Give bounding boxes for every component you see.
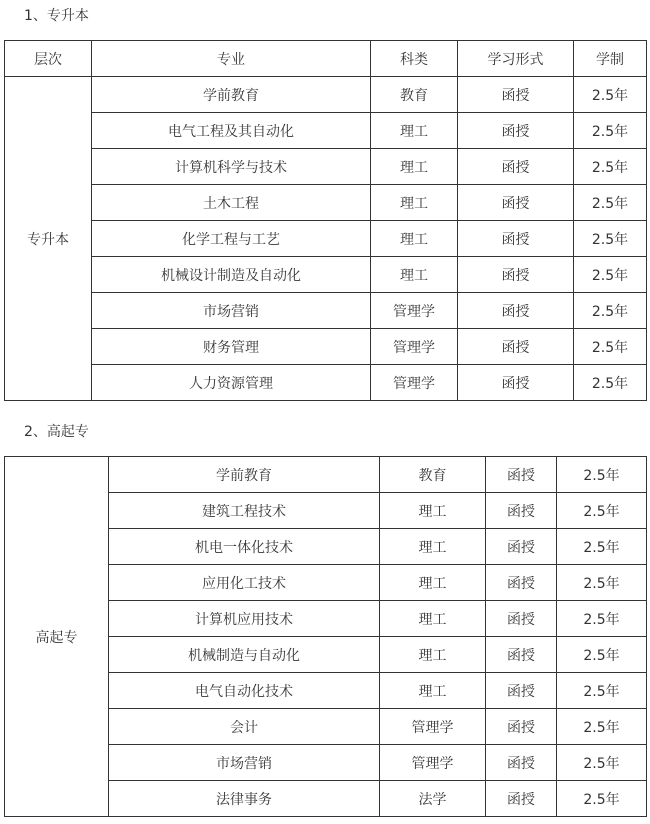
- duration-cell: 2.5年: [574, 77, 647, 113]
- level-cell: 专升本: [5, 77, 92, 401]
- study-form-cell: 函授: [486, 457, 557, 493]
- duration-cell: 2.5年: [557, 457, 647, 493]
- study-form-cell: 函授: [458, 113, 574, 149]
- duration-cell: 2.5年: [574, 329, 647, 365]
- duration-cell: 2.5年: [557, 565, 647, 601]
- study-form-cell: 函授: [486, 709, 557, 745]
- study-form-cell: 函授: [458, 365, 574, 401]
- table-header-row: [5, 41, 647, 77]
- category-cell: 教育: [380, 457, 486, 493]
- study-form-cell: 函授: [458, 77, 574, 113]
- study-form-cell: 函授: [486, 529, 557, 565]
- category-cell: 管理学: [371, 365, 458, 401]
- category-cell: 管理学: [380, 745, 486, 781]
- duration-cell: 2.5年: [574, 113, 647, 149]
- table-row: [5, 329, 647, 365]
- section2-heading: 2、高起专: [24, 424, 89, 440]
- major-cell: 电气工程及其自动化: [92, 113, 371, 149]
- major-cell: 财务管理: [92, 329, 371, 365]
- major-cell: 学前教育: [92, 77, 371, 113]
- duration-cell: 2.5年: [557, 529, 647, 565]
- duration-cell: 2.5年: [557, 493, 647, 529]
- duration-cell: 2.5年: [574, 149, 647, 185]
- category-cell: 理工: [380, 673, 486, 709]
- duration-cell: 2.5年: [574, 257, 647, 293]
- duration-cell: 2.5年: [557, 637, 647, 673]
- study-form-cell: 函授: [486, 493, 557, 529]
- section1-table-body: [5, 41, 647, 401]
- major-cell: 机电一体化技术: [109, 529, 380, 565]
- category-cell: 管理学: [371, 293, 458, 329]
- table-row: [5, 113, 647, 149]
- major-cell: 法律事务: [109, 781, 380, 817]
- header-cell-category: 科类: [371, 41, 458, 77]
- major-cell: 学前教育: [109, 457, 380, 493]
- major-cell: 土木工程: [92, 185, 371, 221]
- table-row: [5, 457, 647, 493]
- table-row: [5, 293, 647, 329]
- table-row: [5, 149, 647, 185]
- major-cell: 计算机科学与技术: [92, 149, 371, 185]
- category-cell: 管理学: [371, 329, 458, 365]
- category-cell: 教育: [371, 77, 458, 113]
- study-form-cell: 函授: [486, 637, 557, 673]
- category-cell: 理工: [371, 185, 458, 221]
- major-cell: 建筑工程技术: [109, 493, 380, 529]
- header-cell-level: 层次: [5, 41, 92, 77]
- category-cell: 理工: [380, 493, 486, 529]
- study-form-cell: 函授: [458, 185, 574, 221]
- major-cell: 应用化工技术: [109, 565, 380, 601]
- category-cell: 理工: [371, 113, 458, 149]
- level-cell: 高起专: [5, 457, 109, 817]
- major-cell: 机械制造与自动化: [109, 637, 380, 673]
- header-cell-duration: 学制: [574, 41, 647, 77]
- category-cell: 法学: [380, 781, 486, 817]
- duration-cell: 2.5年: [574, 365, 647, 401]
- duration-cell: 2.5年: [557, 601, 647, 637]
- major-cell: 会计: [109, 709, 380, 745]
- table-row: [5, 221, 647, 257]
- table-row: [5, 185, 647, 221]
- duration-cell: 2.5年: [574, 185, 647, 221]
- table-row: [5, 257, 647, 293]
- category-cell: 理工: [371, 149, 458, 185]
- header-cell-major: 专业: [92, 41, 371, 77]
- study-form-cell: 函授: [486, 565, 557, 601]
- major-cell: 市场营销: [92, 293, 371, 329]
- study-form-cell: 函授: [486, 781, 557, 817]
- section1-heading: 1、专升本: [24, 8, 89, 24]
- study-form-cell: 函授: [458, 329, 574, 365]
- header-cell-study-form: 学习形式: [458, 41, 574, 77]
- study-form-cell: 函授: [458, 221, 574, 257]
- study-form-cell: 函授: [458, 293, 574, 329]
- category-cell: 理工: [380, 565, 486, 601]
- major-cell: 人力资源管理: [92, 365, 371, 401]
- duration-cell: 2.5年: [574, 221, 647, 257]
- major-cell: 化学工程与工艺: [92, 221, 371, 257]
- duration-cell: 2.5年: [574, 293, 647, 329]
- major-cell: 计算机应用技术: [109, 601, 380, 637]
- category-cell: 理工: [371, 221, 458, 257]
- category-cell: 理工: [380, 529, 486, 565]
- major-cell: 市场营销: [109, 745, 380, 781]
- category-cell: 管理学: [380, 709, 486, 745]
- study-form-cell: 函授: [486, 745, 557, 781]
- duration-cell: 2.5年: [557, 781, 647, 817]
- duration-cell: 2.5年: [557, 673, 647, 709]
- table-row: [5, 365, 647, 401]
- study-form-cell: 函授: [486, 601, 557, 637]
- major-cell: 电气自动化技术: [109, 673, 380, 709]
- study-form-cell: 函授: [458, 257, 574, 293]
- category-cell: 理工: [380, 601, 486, 637]
- section2-table-body: [5, 457, 647, 817]
- duration-cell: 2.5年: [557, 745, 647, 781]
- category-cell: 理工: [380, 637, 486, 673]
- section1-table: [4, 40, 647, 401]
- category-cell: 理工: [371, 257, 458, 293]
- duration-cell: 2.5年: [557, 709, 647, 745]
- study-form-cell: 函授: [458, 149, 574, 185]
- section2-table: [4, 456, 647, 817]
- table-row: [5, 77, 647, 113]
- major-cell: 机械设计制造及自动化: [92, 257, 371, 293]
- study-form-cell: 函授: [486, 673, 557, 709]
